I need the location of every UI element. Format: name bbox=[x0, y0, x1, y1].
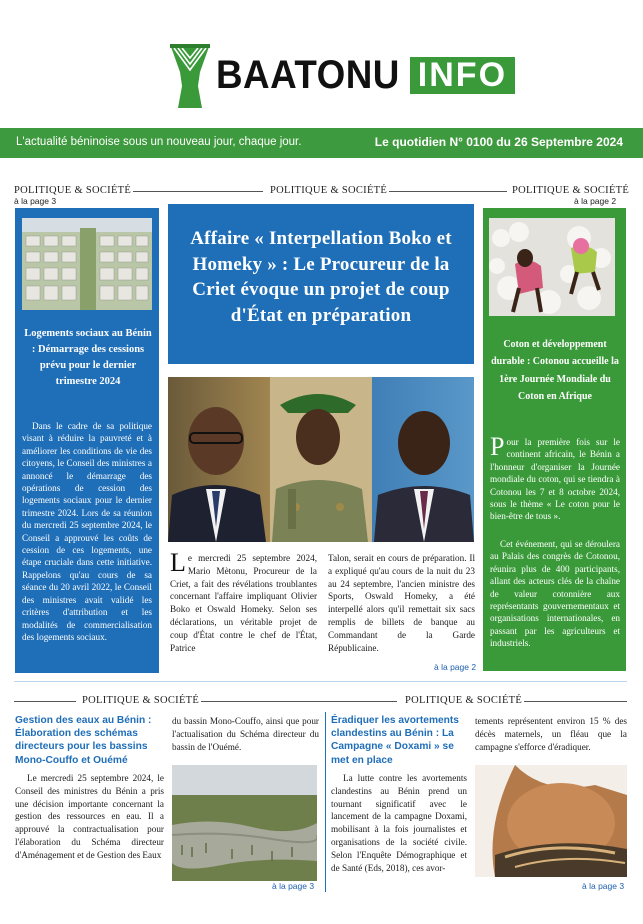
column-divider bbox=[325, 712, 326, 892]
main-article-text-2: Talon, serait en cours de préparation. Il a expliqué qu'au cours de la nuit du 23 au 24 septembre, l'ancien ministre des Sports, Oswald Homeky, a été interpellé alors qu'il remettait six sacs remplis de billets de banque au Commandant de la Garde Républicaine. bbox=[328, 553, 475, 653]
page-ref-right[interactable]: à la page 2 bbox=[574, 196, 617, 206]
section-label-center: POLITIQUE & SOCIÉTÉ bbox=[270, 185, 388, 196]
section-divider bbox=[201, 701, 397, 702]
main-headline[interactable]: Affaire « Interpellation Boko et Homeky » : Le Procureur de la Criet évoque un projet de coup d'État en préparation bbox=[190, 228, 452, 326]
abortion-body: La lutte contre les avortements clandestins au Bénin prend un tournant significatif avec le lancement de la campagne Doxami, mobilisant à la fois journalistes et organisations de la société civile. Selon l'Enquête Démographique et de Santé (Eds, 2018), ces avor- bbox=[331, 773, 467, 873]
abortion-page-ref[interactable]: à la page 3 bbox=[582, 881, 625, 891]
newspaper-logo[interactable] bbox=[168, 40, 515, 110]
main-article-page-ref[interactable]: à la page 2 bbox=[434, 662, 477, 672]
section-label-bottom-left: POLITIQUE & SOCIÉTÉ bbox=[82, 695, 200, 706]
cotton-body-p1 bbox=[490, 432, 620, 523]
main-article-col-1 bbox=[170, 548, 317, 654]
section-divider bbox=[389, 191, 507, 192]
section-label-left: POLITIQUE & SOCIÉTÉ bbox=[14, 185, 132, 196]
logo-wordmark: BAATONU bbox=[216, 53, 400, 97]
logo-info-badge: INFO bbox=[410, 57, 515, 94]
section-divider bbox=[524, 701, 627, 702]
housing-article[interactable] bbox=[15, 208, 159, 673]
masthead bbox=[0, 0, 643, 128]
main-article-text-1: e mercredi 25 septembre 2024, Mario Mètonu, Procureur de la Criet, a fait des révélations troublantes concernant l'affaire impliquant Olivier Boko et Oswald Homeky. Selon ses déclarations, un véritable projet de coup d'État contre le chef de l'État, Patrice bbox=[170, 553, 317, 653]
section-divider bbox=[133, 191, 263, 192]
water-body: Le mercredi 25 septembre 2024, le Conseil des ministres du Bénin a pris une décision importante concernant la gestion des ressources en eau. Il a approuvé la contractualisation pour l'élaboration du Schéma directeur d'Aménagement et de Gestion des Eaux bbox=[15, 773, 164, 860]
dropcap: L bbox=[170, 548, 186, 577]
cotton-harvest-photo bbox=[489, 218, 615, 316]
cotton-article[interactable] bbox=[483, 208, 626, 671]
housing-headline[interactable]: Logements sociaux au Bénin : Démarrage des cessions prévu pour le dernier trimestre 2024 bbox=[24, 328, 152, 387]
pregnant-woman-photo bbox=[475, 765, 627, 877]
main-article-photo bbox=[168, 377, 474, 542]
section-label-right: POLITIQUE & SOCIÉTÉ bbox=[512, 185, 630, 196]
water-page-ref[interactable]: à la page 3 bbox=[272, 881, 315, 891]
drum-logo-icon bbox=[168, 42, 212, 108]
abortion-headline[interactable]: Éradiquer les avortements clandestins au Bénin : La Campagne « Doxami » se met en place bbox=[331, 715, 459, 766]
issue-info: Le quotidien N° 0100 du 26 Septembre 2024 bbox=[374, 135, 623, 149]
dropcap: P bbox=[490, 432, 505, 461]
cotton-headline[interactable]: Coton et développement durable : Cotonou accueille la 1ère Journée Mondiale du Coton en Afrique bbox=[491, 339, 619, 402]
main-article-col-2 bbox=[328, 552, 475, 654]
abortion-body-continued: tements représentent environ 15 % des décès maternels, un fléau que la campagne s'efforce d'éradiquer. bbox=[475, 716, 627, 752]
bottom-separator bbox=[14, 681, 627, 682]
flooded-field-photo bbox=[172, 765, 317, 881]
cotton-body-p2: Cet événement, qui se déroulera au Palais des congrès de Cotonou, réunira plus de 400 participants, allant des acteurs clés de la chaîne de valeur cotonnière aux représentants gouvernementaux et organisations internationales, en passant par les agriculteurs et industriels. bbox=[490, 539, 620, 649]
section-divider bbox=[14, 701, 76, 702]
cotton-p1-text: our la première fois sur le continent africain, le Bénin a l'honneur d'organiser la Journée mondiale du coton, qui se tiendra à Cotonou les 7 et 8 octobre 2024, sous le thème « Le coton pour le bien-être de tous ». bbox=[490, 437, 620, 522]
housing-aerial-photo bbox=[22, 218, 152, 310]
water-headline[interactable]: Gestion des eaux au Bénin : Élaboration des schémas directeurs pour les bassins Mono-Couffo et Ouémé bbox=[15, 715, 152, 766]
page-ref-left[interactable]: à la page 3 bbox=[14, 196, 57, 206]
housing-body: Dans le cadre de sa politique visant à réduire la pauvreté et à améliorer les conditions de vie des citoyens, le Conseil des ministres a annoncé le démarrage des opérations de cession des logements sociaux pour le dernier trimestre 2024. Lors de sa réunion du mercredi 25 septembre 2024, le Conseil a approuvé les coûts de cession de ces logements, une étape cruciale dans cette initiative. Rappelons qu'au cours de sa séance du 20 avril 2022, le Conseil des ministres avait validé les critères d'attribution et les modalités de commercialisation des logements sociaux. bbox=[22, 421, 152, 642]
water-body-continued: du bassin Mono-Couffo, ainsi que pour l'actualisation du Schéma directeur du bassin de l'Ouémé. bbox=[172, 716, 319, 752]
section-label-bottom-right: POLITIQUE & SOCIÉTÉ bbox=[405, 695, 523, 706]
main-headline-box[interactable] bbox=[168, 204, 474, 364]
tagline: L'actualité béninoise sous un nouveau jour, chaque jour. bbox=[16, 136, 302, 148]
header-green-bar bbox=[0, 128, 643, 158]
